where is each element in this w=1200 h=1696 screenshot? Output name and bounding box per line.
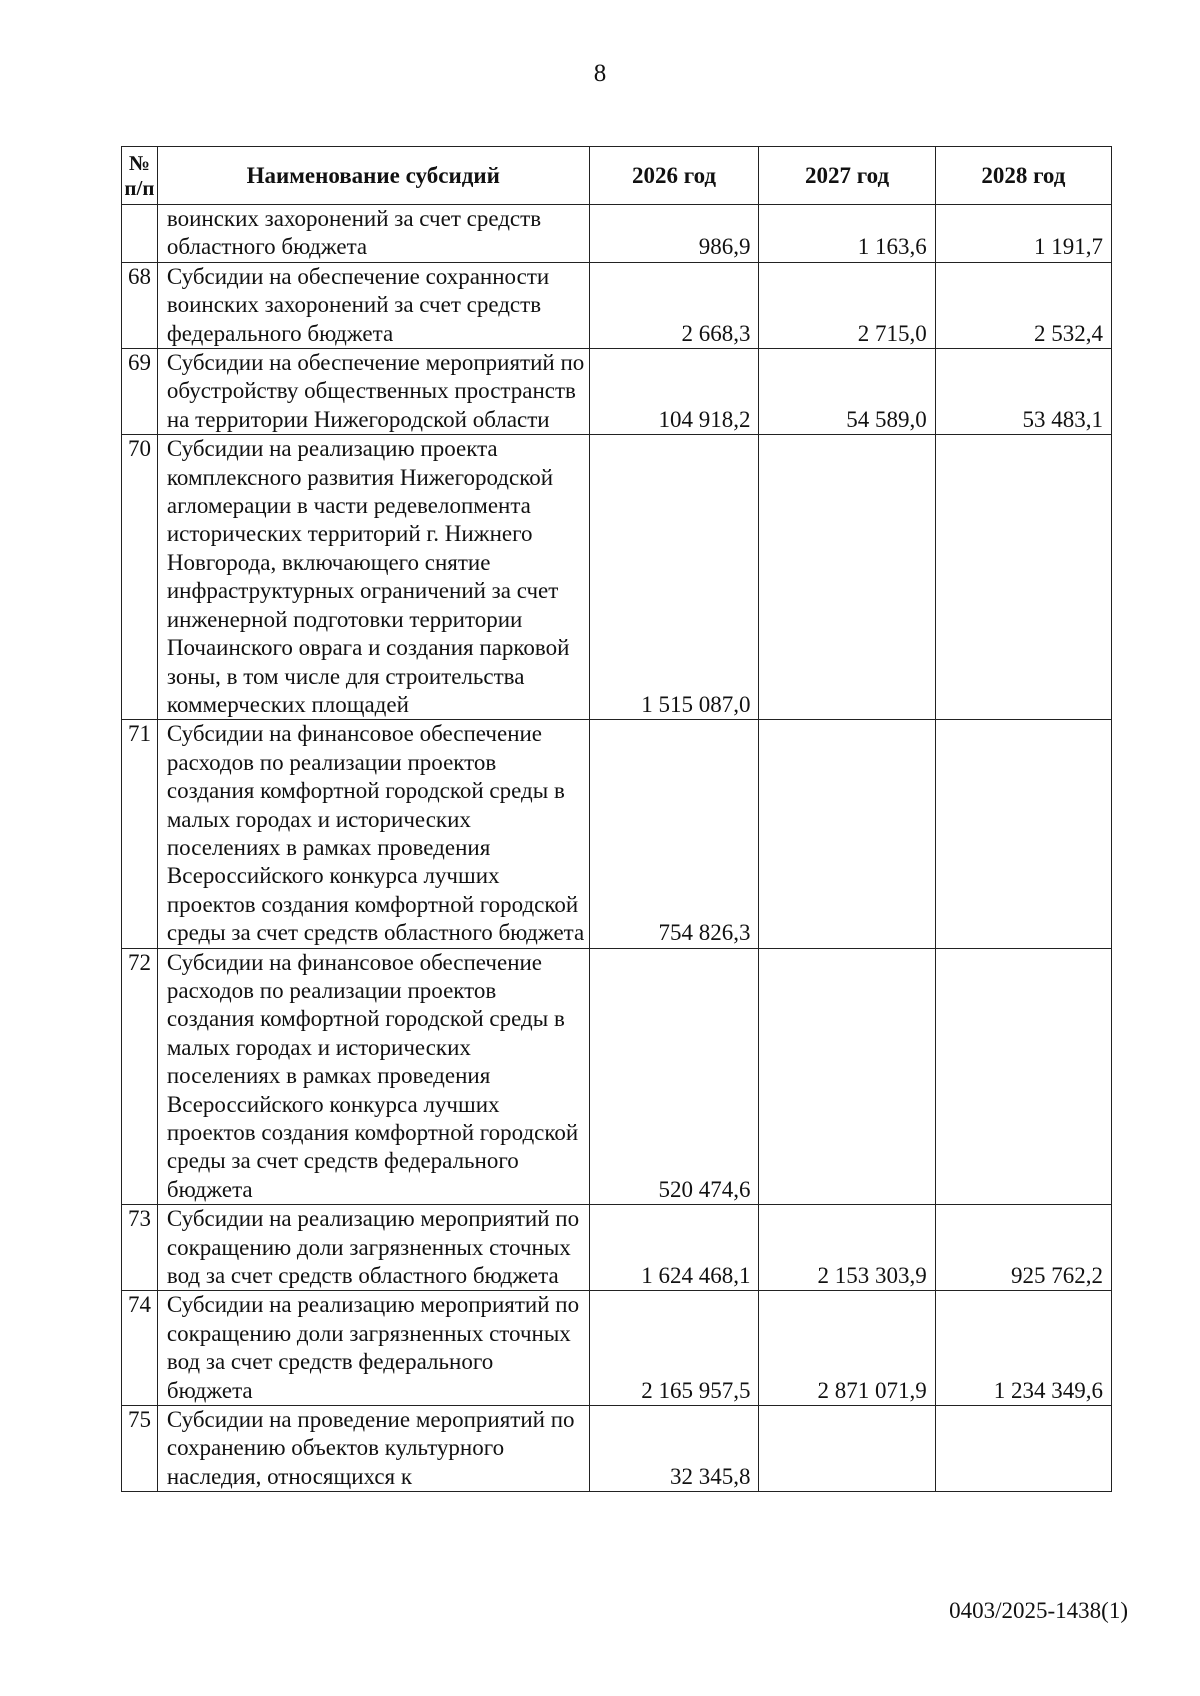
row-number: 68	[122, 262, 158, 348]
table-row	[122, 205, 1112, 263]
subsidy-name: Субсидии на реализацию мероприятий по сокращению доли загрязненных сточных вод за счет средств федерального бюджета	[157, 1291, 589, 1406]
value-2027	[759, 1406, 935, 1492]
subsidy-name: Субсидии на реализацию проекта комплексного развития Нижегородской агломерации в части редевелопмента исторических территорий г. Нижнего Новгорода, включающего снятие инфраструктурных ограничений за счет инженерной подготовки территории Почаинского оврага и создания парковой зоны, в том числе для строительства коммерческих площадей	[157, 435, 589, 720]
document-registration-code: 0403/2025-1438(1)	[949, 1598, 1128, 1623]
header-2027: 2027 год	[759, 147, 935, 205]
subsidy-name: Субсидии на финансовое обеспечение расходов по реализации проектов создания комфортной городской среды в малых городах и исторических поселениях в рамках проведения Всероссийского конкурса лучших проектов создания комфортной городской среды за счет средств федерального бюджета	[157, 948, 589, 1205]
value-2028	[935, 1406, 1111, 1492]
header-name: Наименование субсидий	[157, 147, 589, 205]
value-2027	[759, 435, 935, 720]
table-row	[122, 1291, 1112, 1406]
row-number: 75	[122, 1406, 158, 1492]
table-row	[122, 1406, 1112, 1492]
table-row	[122, 720, 1112, 948]
table-header-row	[122, 147, 1112, 205]
value-2026: 2 668,3	[589, 262, 759, 348]
row-number	[122, 205, 158, 263]
header-2028: 2028 год	[935, 147, 1111, 205]
subsidy-name: Субсидии на обеспечение сохранности воинских захоронений за счет средств федерального бюджета	[157, 262, 589, 348]
row-number: 70	[122, 435, 158, 720]
value-2028: 53 483,1	[935, 349, 1111, 435]
table-row	[122, 262, 1112, 348]
value-2028: 1 191,7	[935, 205, 1111, 263]
value-2026: 520 474,6	[589, 948, 759, 1205]
value-2027	[759, 720, 935, 948]
value-2026: 104 918,2	[589, 349, 759, 435]
value-2026: 2 165 957,5	[589, 1291, 759, 1406]
table-row	[122, 435, 1112, 720]
row-number: 71	[122, 720, 158, 948]
value-2028: 1 234 349,6	[935, 1291, 1111, 1406]
value-2027	[759, 948, 935, 1205]
subsidies-table	[121, 146, 1112, 1492]
table-row	[122, 948, 1112, 1205]
page-number: 8	[593, 60, 607, 87]
value-2027: 2 153 303,9	[759, 1205, 935, 1291]
value-2026: 32 345,8	[589, 1406, 759, 1492]
value-2028: 925 762,2	[935, 1205, 1111, 1291]
value-2027: 54 589,0	[759, 349, 935, 435]
value-2028	[935, 948, 1111, 1205]
value-2026: 1 624 468,1	[589, 1205, 759, 1291]
row-number: 72	[122, 948, 158, 1205]
subsidy-name: Субсидии на обеспечение мероприятий по обустройству общественных пространств на территории Нижегородской области	[157, 349, 589, 435]
subsidy-name: Субсидии на проведение мероприятий по сохранению объектов культурного наследия, относящихся к	[157, 1406, 589, 1492]
value-2028	[935, 435, 1111, 720]
subsidy-name: Субсидии на реализацию мероприятий по сокращению доли загрязненных сточных вод за счет средств областного бюджета	[157, 1205, 589, 1291]
value-2028	[935, 720, 1111, 948]
header-num: № п/п	[122, 147, 158, 205]
subsidy-name: Субсидии на финансовое обеспечение расходов по реализации проектов создания комфортной городской среды в малых городах и исторических поселениях в рамках проведения Всероссийского конкурса лучших проектов создания комфортной городской среды за счет средств областного бюджета	[157, 720, 589, 948]
value-2026: 986,9	[589, 205, 759, 263]
table-row	[122, 349, 1112, 435]
table-row	[122, 1205, 1112, 1291]
value-2027: 2 871 071,9	[759, 1291, 935, 1406]
value-2027: 1 163,6	[759, 205, 935, 263]
row-number: 69	[122, 349, 158, 435]
value-2026: 754 826,3	[589, 720, 759, 948]
value-2028: 2 532,4	[935, 262, 1111, 348]
header-2026: 2026 год	[589, 147, 759, 205]
row-number: 73	[122, 1205, 158, 1291]
value-2026: 1 515 087,0	[589, 435, 759, 720]
row-number: 74	[122, 1291, 158, 1406]
subsidy-name: воинских захоронений за счет средств областного бюджета	[157, 205, 589, 263]
value-2027: 2 715,0	[759, 262, 935, 348]
